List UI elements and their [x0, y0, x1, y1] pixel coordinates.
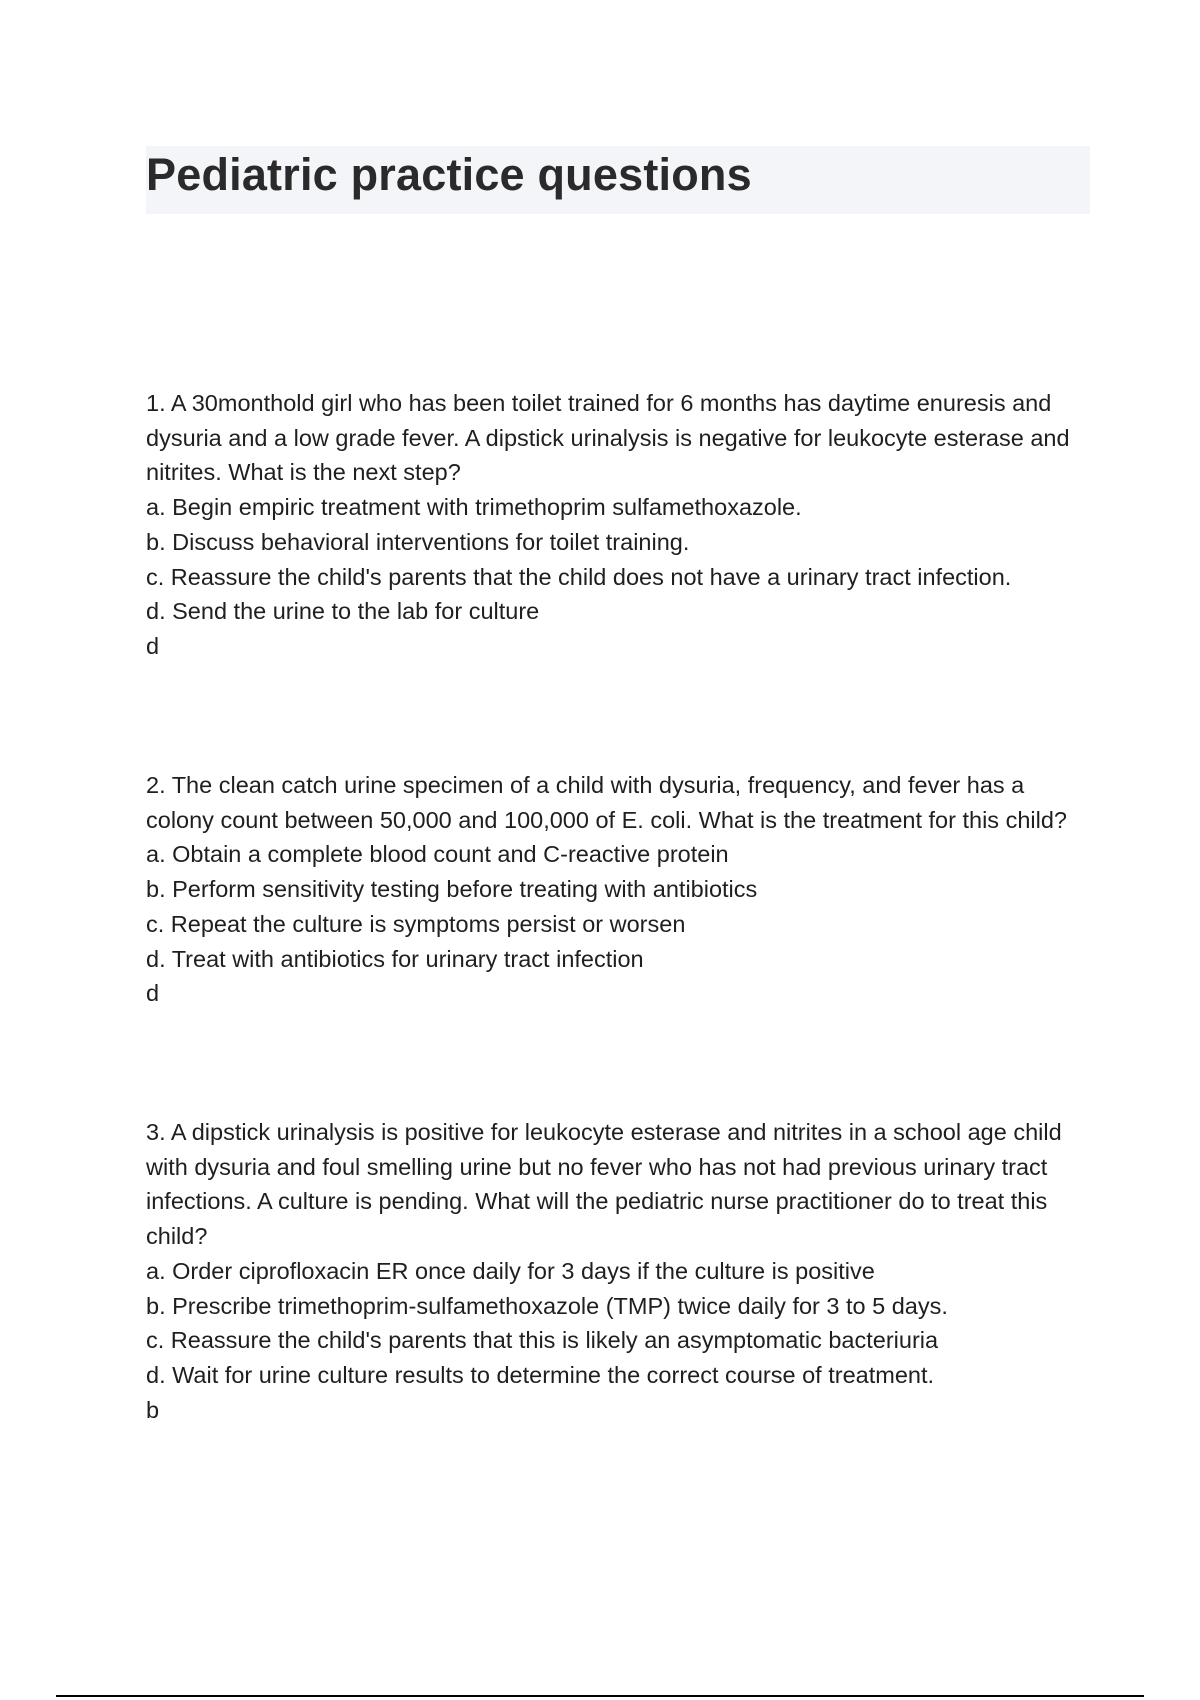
answer: d [146, 980, 160, 1007]
question-3 [146, 1115, 1086, 1427]
option-c: c. Reassure the child's parents that the child does not have a urinary tract infection. [146, 563, 1012, 590]
option-c: c. Repeat the culture is symptoms persist or worsen [146, 910, 686, 937]
option-a: a. Order ciprofloxacin ER once daily for 3 days if the culture is positive [146, 1257, 875, 1284]
option-d: d. Send the urine to the lab for culture [146, 598, 540, 625]
option-b: b. Discuss behavioral interventions for toilet training. [146, 528, 690, 555]
option-c: c. Reassure the child's parents that this is likely an asymptomatic bacteriuria [146, 1327, 939, 1354]
question-1 [146, 386, 1086, 664]
answer: d [146, 632, 160, 659]
option-b: b. Perform sensitivity testing before treating with antibiotics [146, 876, 758, 903]
option-a: a. Obtain a complete blood count and C-reactive protein [146, 841, 729, 868]
question-stem: 3. A dipstick urinalysis is positive for leukocyte esterase and nitrites in a school age child with dysuria and foul smelling urine but no fever who has not had previous urinary tract infections. A culture is pending. What will the pediatric nurse practitioner do to treat this child? [146, 1119, 1062, 1250]
option-d: d. Treat with antibiotics for urinary tract infection [146, 945, 644, 972]
title-block [146, 146, 1090, 214]
question-stem: 2. The clean catch urine specimen of a child with dysuria, frequency, and fever has a colony count between 50,000 and 100,000 of E. coli. What is the treatment for this child? [146, 772, 1067, 833]
page-title: Pediatric practice questions [146, 149, 752, 200]
answer: b [146, 1396, 160, 1423]
option-b: b. Prescribe trimethoprim-sulfamethoxazole (TMP) twice daily for 3 to 5 days. [146, 1292, 948, 1319]
page-divider [56, 1695, 1144, 1697]
question-stem: 1. A 30monthold girl who has been toilet trained for 6 months has daytime enuresis and dysuria and a low grade fever. A dipstick urinalysis is negative for leukocyte esterase and nitrites. What is the next step? [146, 390, 1070, 486]
option-d: d. Wait for urine culture results to determine the correct course of treatment. [146, 1361, 935, 1388]
option-a: a. Begin empiric treatment with trimethoprim sulfamethoxazole. [146, 494, 802, 521]
question-2 [146, 768, 1086, 1011]
